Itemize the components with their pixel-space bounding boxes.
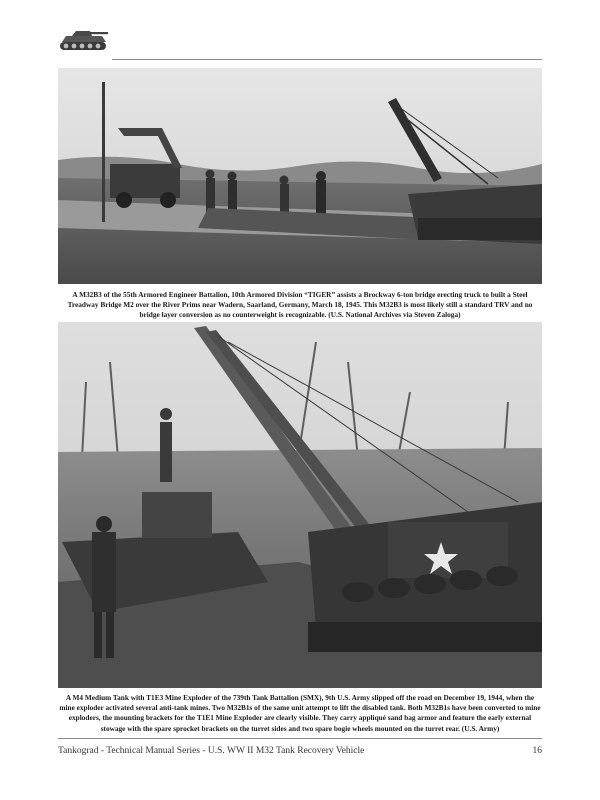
photo-bridge-laying: [58, 68, 542, 284]
page-number: 16: [532, 746, 542, 756]
footer-rule: [58, 738, 542, 739]
tank-silhouette-icon: [56, 26, 110, 54]
footer-series-title: Tankograd - Technical Manual Series - U.S. WW II M32 Tank Recovery Vehicle: [58, 746, 365, 756]
header-rule: [112, 59, 542, 60]
photo-caption: A M4 Medium Tank with T1E3 Mine Exploder of the 739th Tank Battalion (SMX), 9th U.S. Army slipped off the road on December 19, 1944, when the mine exploder activated several anti-tank mines. Two M32B1s of the same unit attempt to lift the disabled tank. Both M32B1s have been converted to mine exploders, the mounting brackets for the T1E1 Mine Exploder are clearly visible. They carry appliqué sand bag armor and feature the early external stowage with the spare sprocket brackets on the turret sides and two spare bogie wheels mounted on the turret rear. (U.S. Army): [59, 693, 541, 733]
photo-caption: A M32B3 of the 55th Armored Engineer Battalion, 10th Armored Division “TIGER” assists a Brockway 6-ton bridge erecting truck to built a Steel Treadway Bridge M2 over the River Prims near Wadern, Saarland, Germany, March 18, 1945. This M32B3 is most likely still a standard TRV and no bridge layer conversion as no counterweight is recognizable. (U.S. National Archives via Steven Zaloga): [67, 290, 533, 320]
photo-mine-exploder-recovery: [58, 322, 542, 688]
